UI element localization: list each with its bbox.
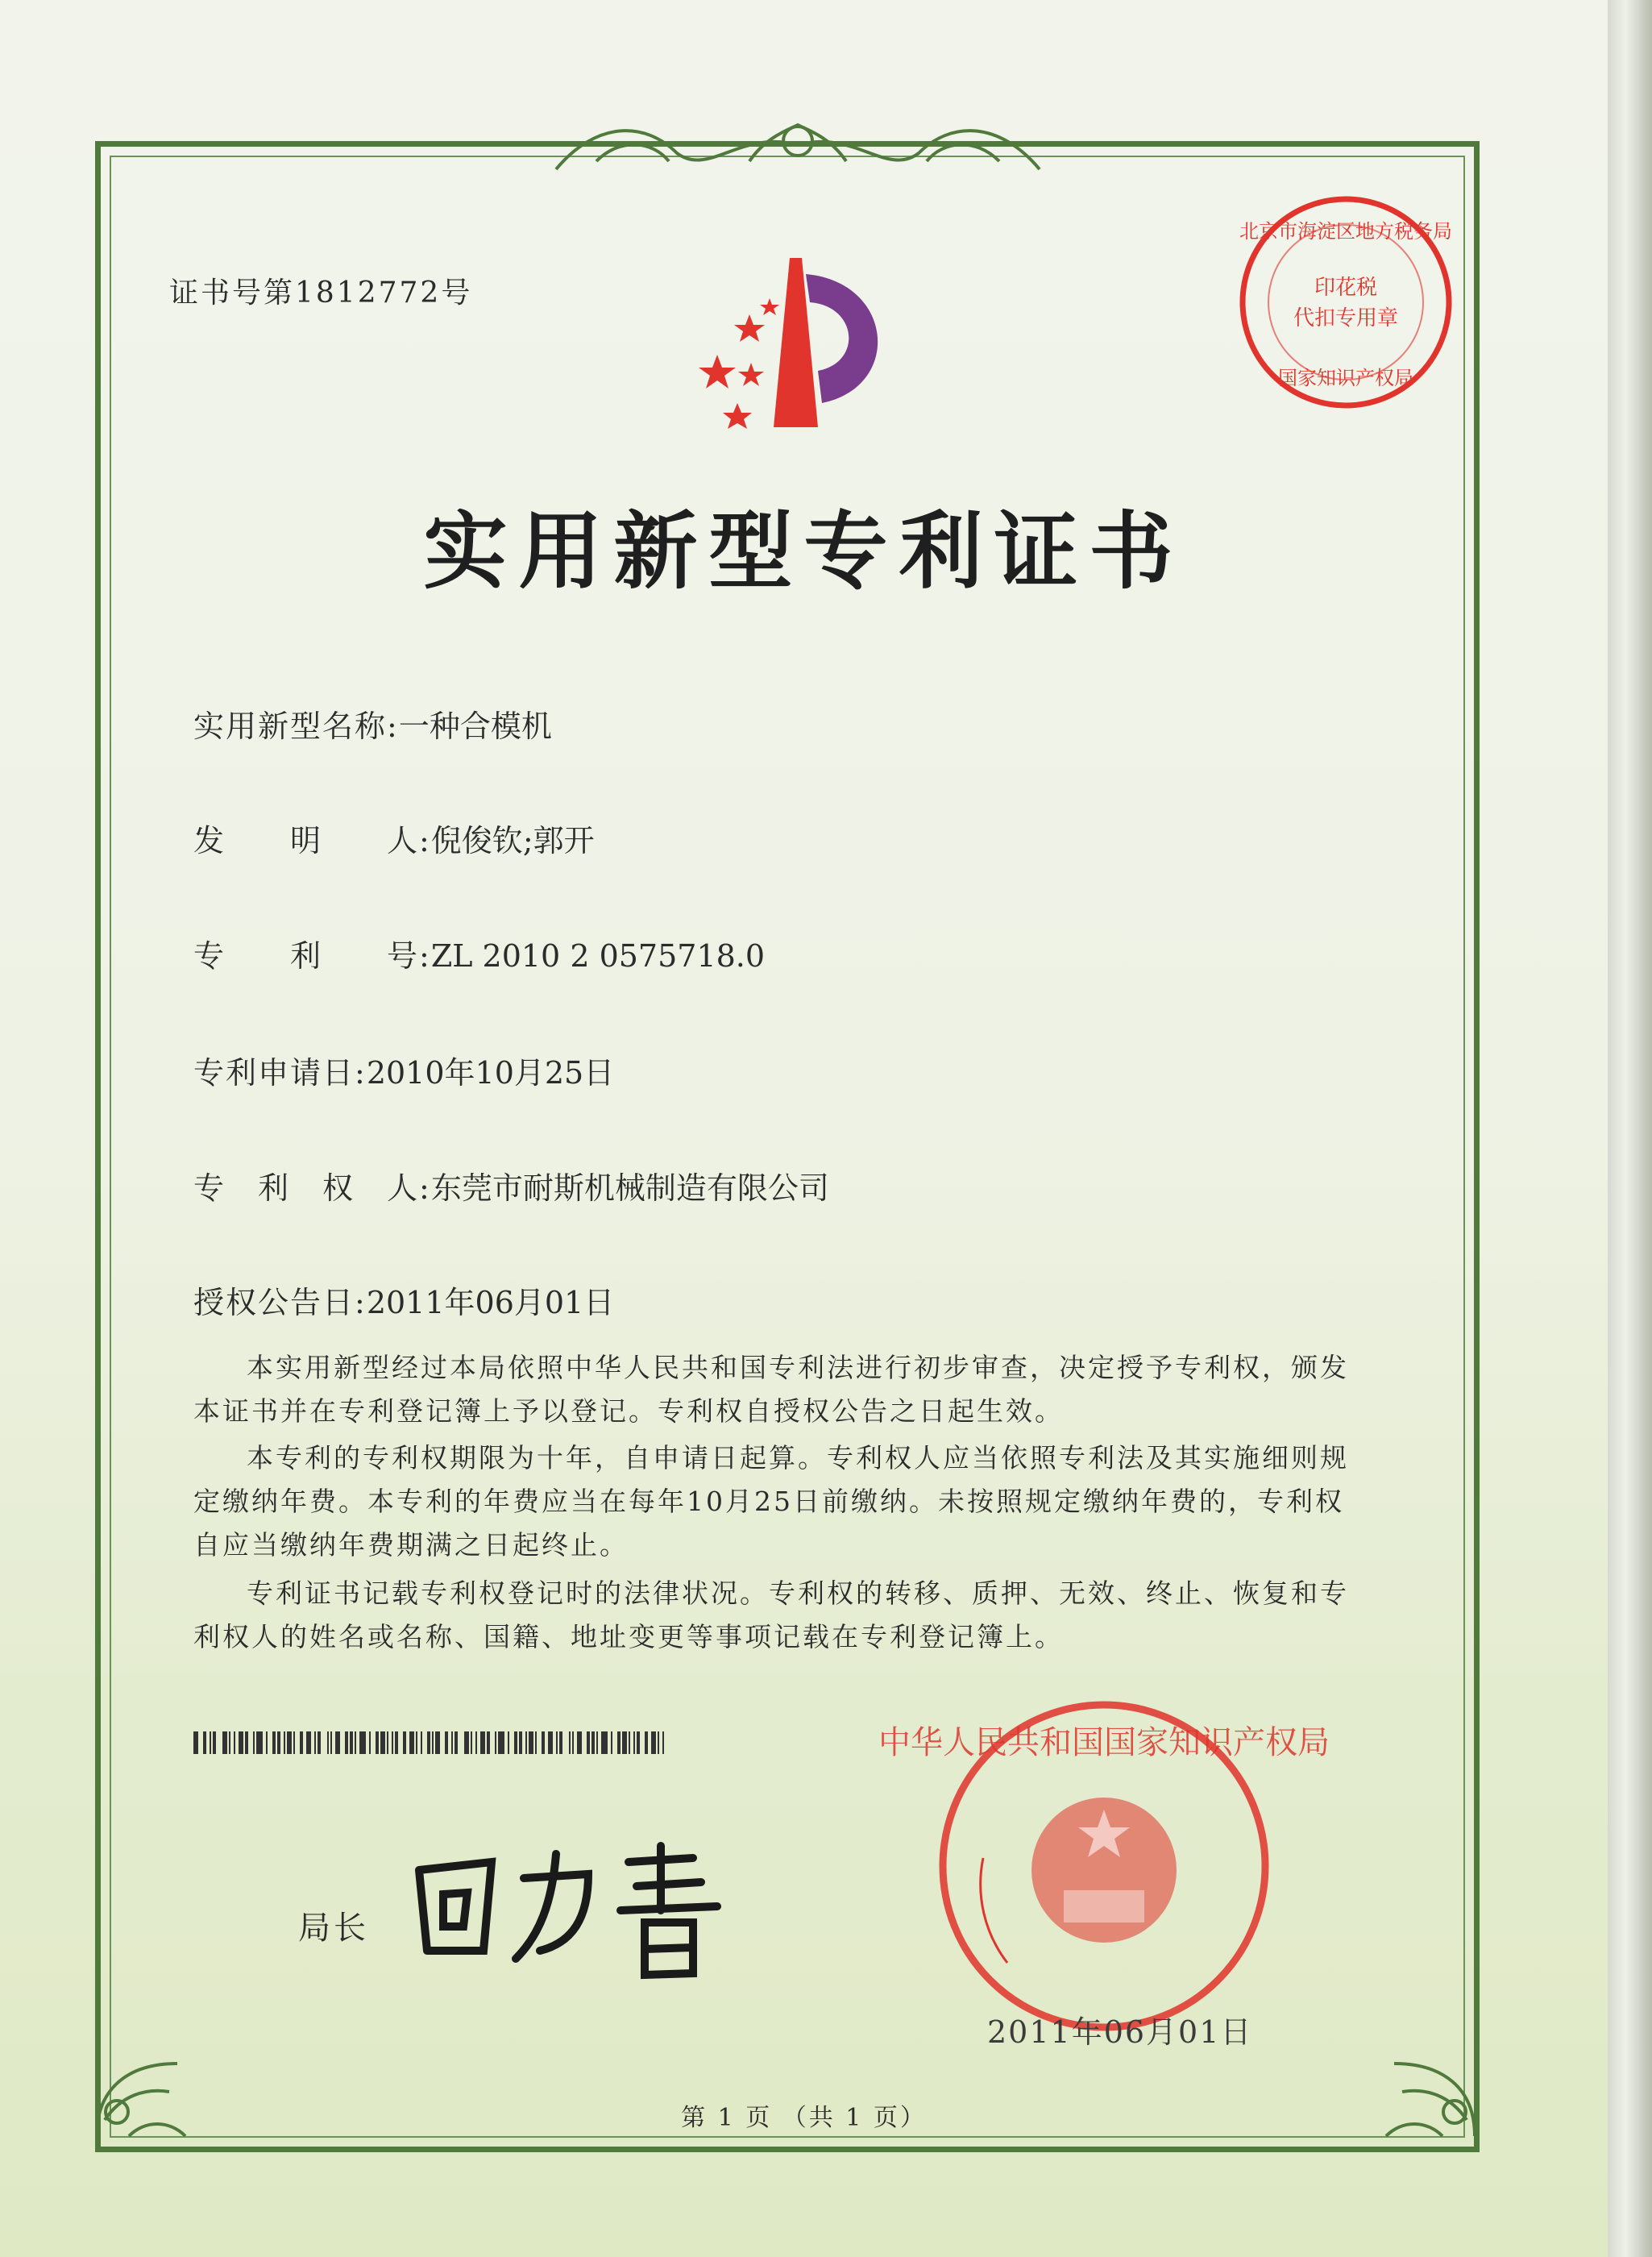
barcode-bar (475, 1731, 477, 1754)
barcode-bar (498, 1731, 504, 1754)
paragraph-term: 本专利的专利权期限为十年，自申请日起算。专利权人应当依照专利法及其实施细则规定缴纳年费。本专利的年费应当在每年10月25日前缴纳。未按照规定缴纳年费的，专利权自应当缴纳年费期满之日起终止。 (193, 1442, 1349, 1561)
barcode-bar (376, 1731, 379, 1754)
field-patentee (193, 1163, 829, 1207)
stamp-date: 2011年06月01日 (987, 2014, 1253, 2050)
svg-text:国家知识产权局: 国家知识产权局 (1278, 367, 1413, 389)
paragraph-examination: 本实用新型经过本局依照中华人民共和国专利法进行初步审查，决定授予专利权，颁发本证书并在专利登记簿上予以登记。专利权自授权公告之日起生效。 (193, 1352, 1349, 1427)
barcode-bar (350, 1731, 353, 1754)
field-label: 实用新型名称: (193, 709, 399, 744)
barcode-bar (519, 1731, 522, 1754)
barcode-bar (245, 1731, 248, 1754)
barcode-bar (266, 1731, 268, 1754)
svg-text:代扣专用章: 代扣专用章 (1293, 306, 1399, 330)
certificate-number: 证书号第1812772号 (169, 276, 473, 310)
national-ip-office-seal (878, 1697, 1330, 2035)
field-value: 东莞市耐斯机械制造有限公司 (430, 1170, 829, 1206)
barcode-bar (409, 1731, 414, 1754)
top-ornament (548, 105, 1048, 185)
barcode-bar (380, 1731, 385, 1754)
barcode-bar (617, 1731, 621, 1754)
barcode-bar (416, 1731, 417, 1754)
barcode-bar (229, 1731, 230, 1754)
field-label: 发 明 人: (193, 823, 431, 858)
barcode-bar (421, 1731, 422, 1754)
barcode-bar (345, 1731, 348, 1754)
barcode-bar (253, 1731, 255, 1754)
svg-text:北京市海淀区地方税务局: 北京市海淀区地方税务局 (1239, 220, 1452, 243)
barcode-bar (403, 1731, 406, 1754)
barcode (193, 1731, 669, 1754)
svg-text:印花税: 印花税 (1314, 276, 1378, 300)
barcode-bar (287, 1731, 292, 1754)
barcode-bar (395, 1731, 398, 1754)
barcode-bar (256, 1731, 263, 1754)
barcode-bar (359, 1731, 366, 1754)
barcode-bar (596, 1731, 598, 1754)
barcode-bar (455, 1731, 458, 1754)
barcode-bar (387, 1731, 388, 1754)
director-signature (403, 1830, 758, 1991)
field-value: 一种合模机 (398, 709, 552, 744)
field-value: 2011年06月01日 (366, 1285, 615, 1320)
barcode-bar (629, 1731, 630, 1754)
barcode-bar (495, 1731, 496, 1754)
barcode-bar (272, 1731, 276, 1754)
barcode-bar (535, 1731, 537, 1754)
field-label: 授权公告日: (193, 1285, 367, 1320)
barcode-bar (427, 1731, 430, 1754)
barcode-bar (213, 1731, 216, 1754)
barcode-bar (314, 1731, 316, 1754)
certificate-title: 实用新型专利证书 (423, 501, 1185, 601)
barcode-bar (569, 1731, 571, 1754)
barcode-bar (514, 1731, 517, 1754)
barcode-bar (525, 1731, 527, 1754)
barcode-bar (611, 1731, 612, 1754)
tax-seal (1233, 189, 1459, 415)
barcode-bar (480, 1731, 485, 1754)
patent-office-logo (661, 250, 919, 443)
field-inventor (193, 816, 595, 860)
barcode-bar (435, 1731, 440, 1754)
barcode-bar (327, 1731, 329, 1754)
barcode-bar (548, 1731, 553, 1754)
field-patent-number (193, 931, 765, 975)
barcode-bar (658, 1731, 659, 1754)
barcode-bar (587, 1731, 590, 1754)
barcode-bar (487, 1731, 490, 1754)
barcode-bar (645, 1731, 648, 1754)
corner-ornament-bottom-right (1370, 2031, 1491, 2152)
field-application-date (193, 1048, 614, 1092)
barcode-bar (622, 1731, 627, 1754)
barcode-bar (222, 1731, 227, 1754)
barcode-bar (529, 1731, 533, 1754)
barcode-bar (633, 1731, 635, 1754)
paper-edge (1608, 0, 1652, 2257)
barcode-bar (464, 1731, 469, 1754)
field-value: 倪俊钦;郭开 (430, 823, 595, 858)
field-label: 专 利 权 人: (193, 1170, 431, 1206)
barcode-bar (601, 1731, 608, 1754)
barcode-bar (572, 1731, 574, 1754)
barcode-bar (318, 1731, 321, 1754)
field-grant-date (193, 1278, 614, 1322)
barcode-bar (239, 1731, 243, 1754)
svg-text:中华人民共和国国家知识产权局: 中华人民共和国国家知识产权局 (878, 1724, 1330, 1761)
barcode-bar (355, 1731, 356, 1754)
barcode-bar (432, 1731, 434, 1754)
barcode-bar (542, 1731, 545, 1754)
barcode-bar (277, 1731, 280, 1754)
barcode-bar (637, 1731, 640, 1754)
barcode-bar (203, 1731, 206, 1754)
barcode-bar (300, 1731, 303, 1754)
barcode-bar (556, 1731, 558, 1754)
page-number: 第 1 页 （共 1 页） (681, 2104, 927, 2132)
barcode-bar (559, 1731, 562, 1754)
barcode-bar (210, 1731, 211, 1754)
barcode-bar (591, 1731, 595, 1754)
barcode-bar (451, 1731, 453, 1754)
director-label: 局长 (298, 1910, 369, 1947)
field-model-name (193, 701, 552, 746)
barcode-bar (445, 1731, 448, 1754)
barcode-bar (369, 1731, 371, 1754)
barcode-bar (284, 1731, 285, 1754)
barcode-bar (508, 1731, 509, 1754)
barcode-bar (335, 1731, 340, 1754)
field-label: 专 利 号: (193, 938, 431, 974)
barcode-bar (471, 1731, 472, 1754)
barcode-bar (651, 1731, 656, 1754)
field-value: 2010年10月25日 (366, 1055, 615, 1091)
corner-ornament-bottom-left (81, 2031, 201, 2152)
barcode-bar (392, 1731, 393, 1754)
barcode-bar (234, 1731, 235, 1754)
field-label: 专利申请日: (193, 1055, 367, 1091)
paragraph-legal-status: 专利证书记载专利权登记时的法律状况。专利权的转移、质押、无效、终止、恢复和专利权人的姓名或名称、国籍、地址变更等事项记载在专利登记簿上。 (193, 1577, 1349, 1652)
barcode-bar (293, 1731, 295, 1754)
field-value: ZL 2010 2 0575718.0 (430, 938, 766, 974)
barcode-bar (330, 1731, 332, 1754)
barcode-bar (193, 1731, 198, 1754)
barcode-bar (306, 1731, 311, 1754)
barcode-bar (577, 1731, 582, 1754)
barcode-bar (662, 1731, 664, 1754)
